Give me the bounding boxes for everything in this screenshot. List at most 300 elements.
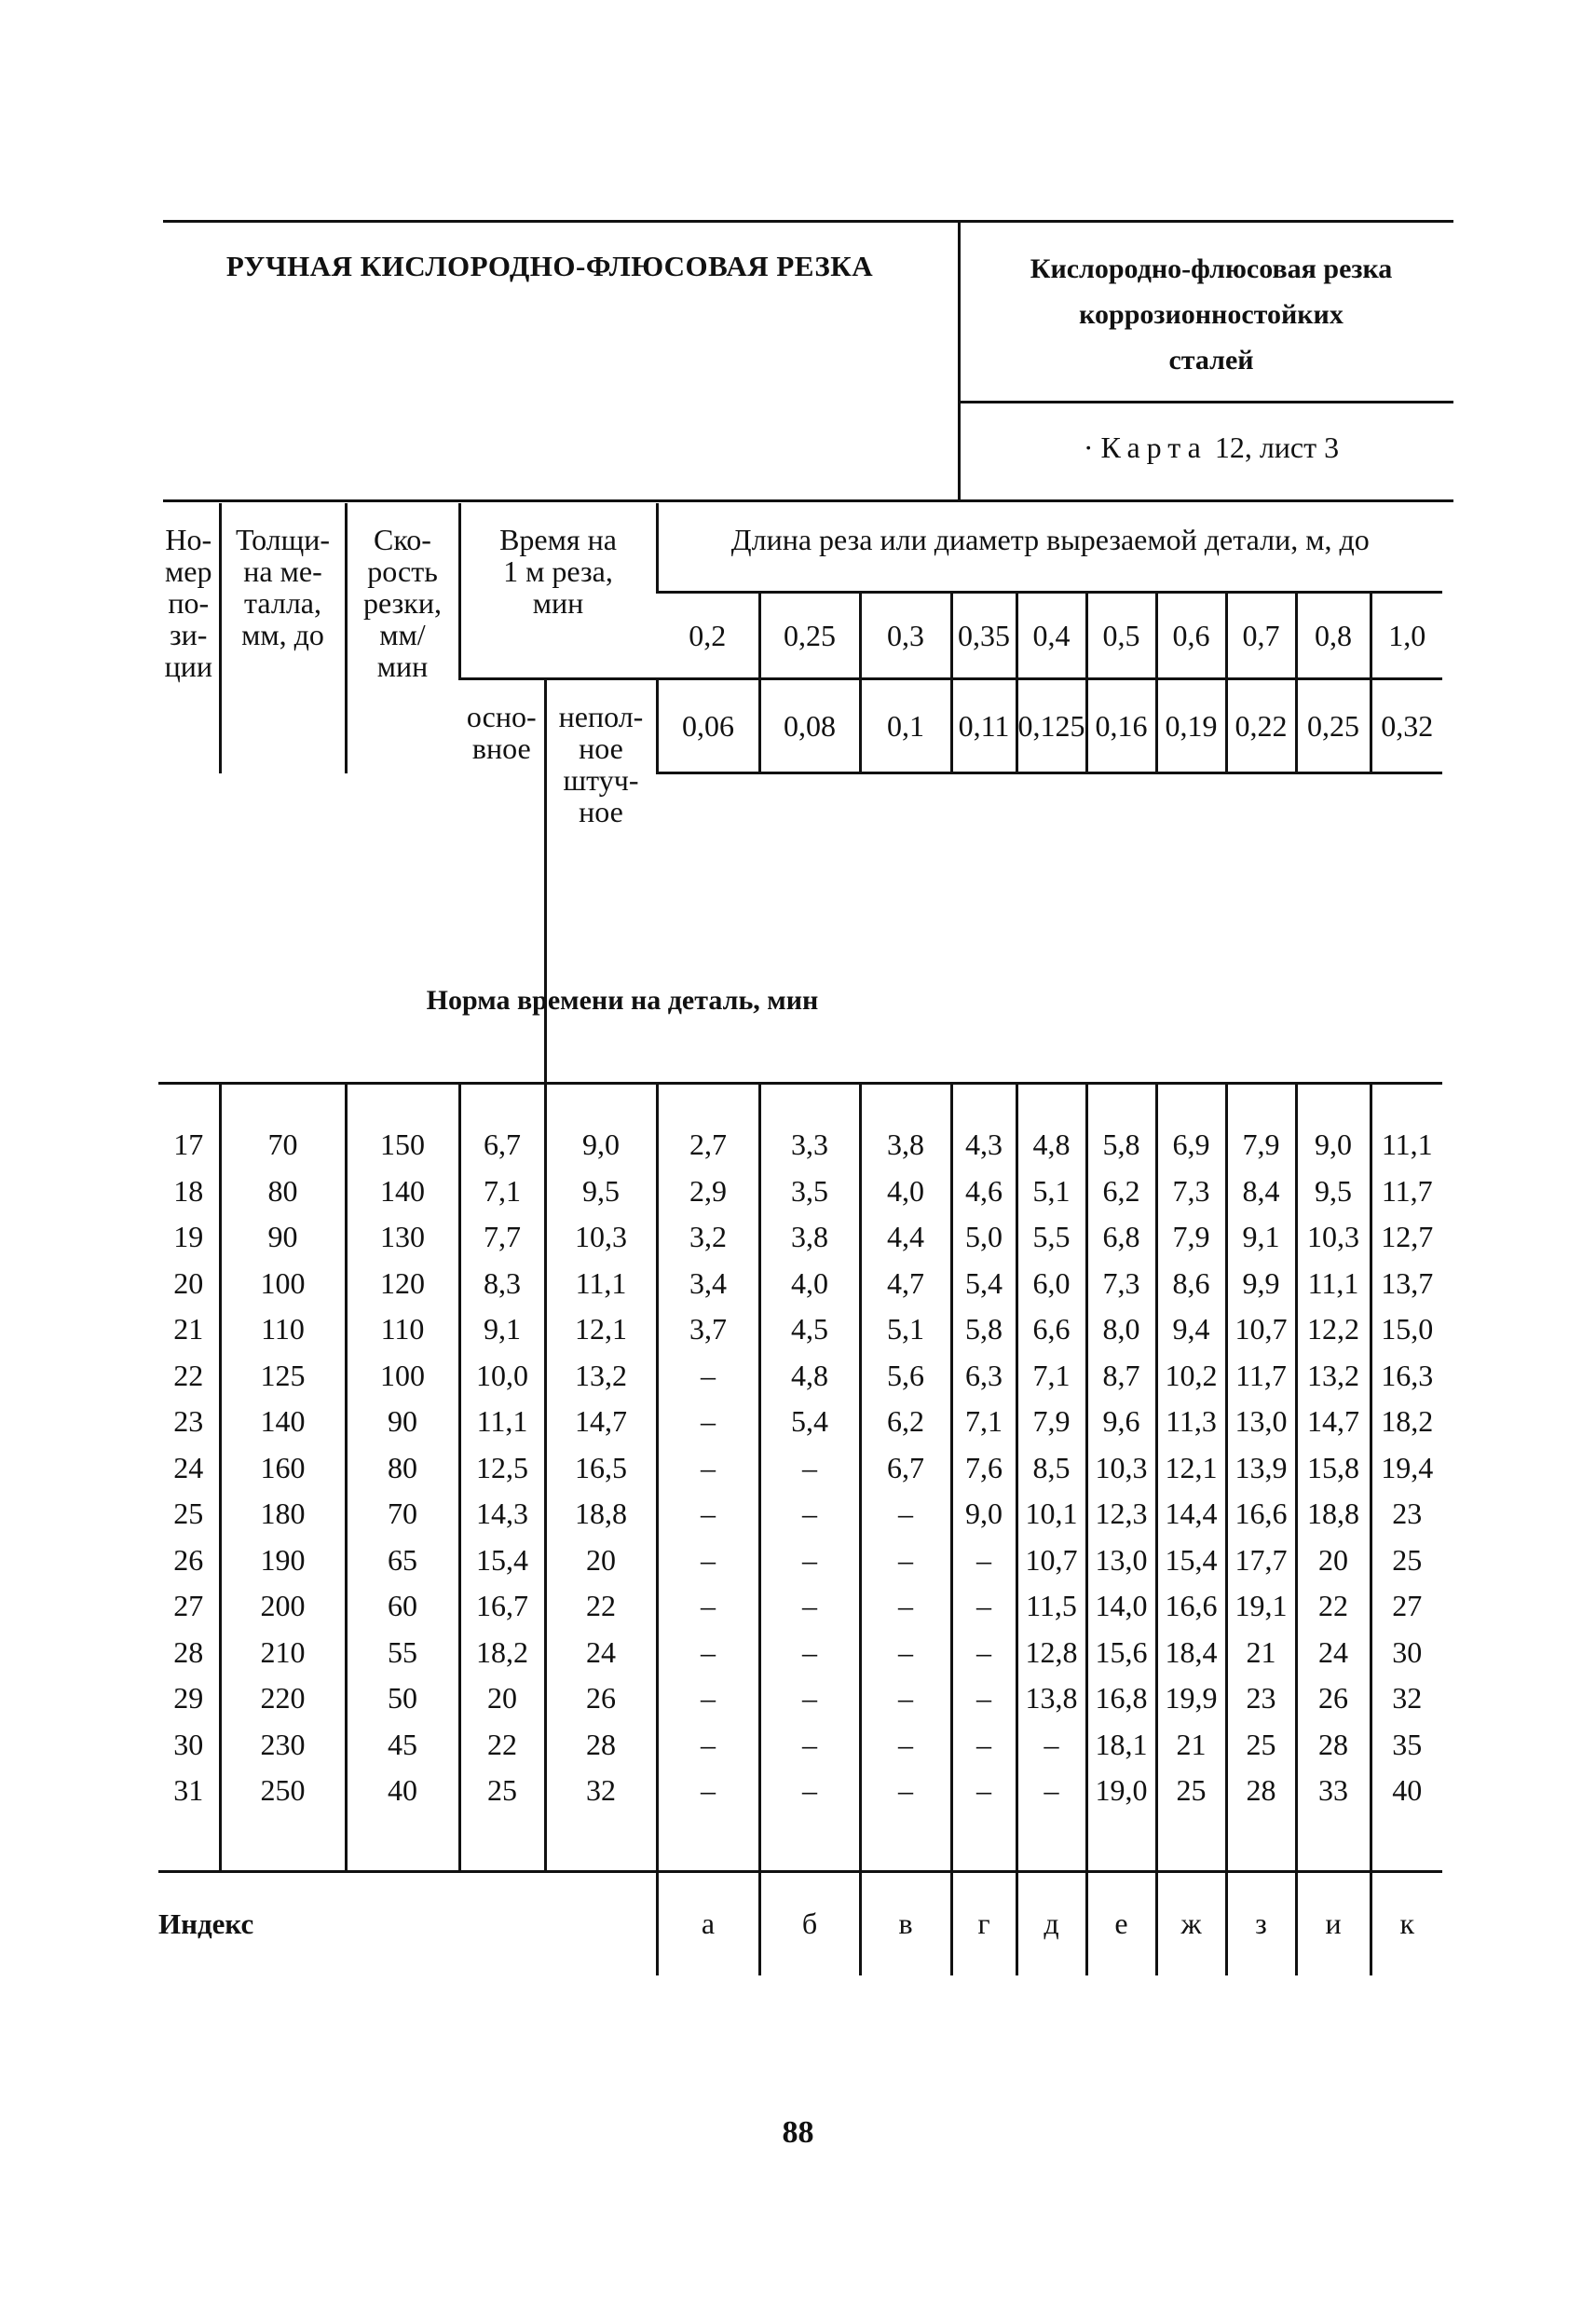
table-cell: 40	[1371, 1768, 1442, 1871]
table-cell: 27	[1371, 1583, 1442, 1630]
table-cell: 4,5	[759, 1306, 860, 1353]
table-cell: 7,9	[1016, 1399, 1086, 1445]
table-cell: 160	[220, 1445, 346, 1492]
table-cell: 30	[1371, 1630, 1442, 1676]
card-rule	[960, 401, 1453, 403]
table-cell: –	[759, 1768, 860, 1871]
header-line: Время на	[499, 523, 617, 556]
index-cell: е	[1086, 1871, 1156, 1975]
page-title: РУЧНАЯ КИСЛОРОДНО-ФЛЮСОВАЯ РЕЗКА	[225, 250, 874, 282]
table-cell: 3,5	[759, 1169, 860, 1215]
table-cell: 12,1	[545, 1306, 657, 1353]
table-cell: –	[657, 1445, 759, 1492]
table-cell: 220	[220, 1675, 346, 1722]
table-cell: 18,2	[459, 1630, 545, 1676]
table-cell: 4,6	[951, 1169, 1016, 1215]
table-cell: 18,4	[1156, 1630, 1226, 1676]
table-cell: 14,0	[1086, 1583, 1156, 1630]
table-cell: 14,4	[1156, 1491, 1226, 1538]
header-top-rule	[163, 220, 1453, 223]
table-cell: 31	[173, 1773, 204, 1807]
table-cell: 10,0	[459, 1353, 545, 1400]
table-cell: 50	[346, 1675, 459, 1722]
diameter-cell: 0,19	[1156, 679, 1226, 773]
table-cell: –	[860, 1675, 951, 1722]
table-cell: 6,9	[1156, 1084, 1226, 1169]
table-cell: 19	[173, 1220, 204, 1253]
table-cell: 9,5	[1296, 1169, 1371, 1215]
table-cell: 125	[220, 1353, 346, 1400]
table-row	[158, 1583, 1442, 1630]
table-cell: 16,5	[545, 1445, 657, 1492]
index-cell: ж	[1156, 1871, 1226, 1975]
table-cell: 28	[1296, 1722, 1371, 1769]
table-cell: 9,4	[1156, 1306, 1226, 1353]
table-cell: 10,3	[1296, 1214, 1371, 1261]
table-cell: 100	[220, 1261, 346, 1307]
table-cell: 19,9	[1156, 1675, 1226, 1722]
table-cell: 5,6	[860, 1353, 951, 1400]
norm-table	[158, 503, 1442, 1975]
table-row	[158, 1214, 1442, 1261]
index-cell: к	[1371, 1871, 1442, 1975]
index-cell: д	[1016, 1871, 1086, 1975]
table-cell: 120	[346, 1261, 459, 1307]
table-cell: 5,0	[951, 1214, 1016, 1261]
table-cell: 10,3	[545, 1214, 657, 1261]
table-cell: 3,8	[860, 1084, 951, 1169]
table-cell: –	[657, 1491, 759, 1538]
table-cell: 11,7	[1226, 1353, 1296, 1400]
table-cell: 5,1	[860, 1306, 951, 1353]
table-cell: 10,1	[1016, 1491, 1086, 1538]
table-cell: 26	[173, 1542, 204, 1577]
norm-title-row	[158, 773, 1442, 1083]
table-cell: 32	[1371, 1675, 1442, 1722]
table-cell: 20	[459, 1675, 545, 1722]
table-cell: 3,2	[657, 1214, 759, 1261]
card-number: 12, лист 3	[1214, 431, 1340, 464]
page-number: 88	[782, 2115, 814, 2150]
table-cell: 26	[1296, 1675, 1371, 1722]
table-cell: 3,8	[759, 1214, 860, 1261]
table-cell: 11,1	[545, 1261, 657, 1307]
table-cell: 11,5	[1016, 1583, 1086, 1630]
table-cell: 14,3	[459, 1491, 545, 1538]
table-cell: 4,3	[951, 1084, 1016, 1169]
table-cell: 25	[459, 1768, 545, 1871]
table-cell: 45	[346, 1722, 459, 1769]
table-cell: 190	[220, 1538, 346, 1584]
table-cell: 70	[346, 1491, 459, 1538]
header-line: талла,	[244, 586, 321, 620]
table-cell: 100	[346, 1353, 459, 1400]
table-cell: 65	[346, 1538, 459, 1584]
length-cell: 0,35	[951, 593, 1016, 679]
table-cell: 18,8	[545, 1491, 657, 1538]
table-cell: 180	[220, 1491, 346, 1538]
length-cell: 0,5	[1086, 593, 1156, 679]
index-cell: и	[1296, 1871, 1371, 1975]
table-cell: 13,2	[545, 1353, 657, 1400]
length-cell: 0,25	[759, 593, 860, 679]
table-row	[158, 1169, 1442, 1215]
table-cell: 7,1	[951, 1399, 1016, 1445]
table-row	[158, 1538, 1442, 1584]
table-cell: –	[657, 1630, 759, 1676]
table-cell: 8,5	[1016, 1445, 1086, 1492]
card-word: Карта	[1100, 431, 1207, 464]
table-cell: 13,8	[1016, 1675, 1086, 1722]
table-cell: 22	[459, 1722, 545, 1769]
table-cell: –	[951, 1538, 1016, 1584]
table-cell: 28	[173, 1634, 204, 1669]
table-cell: 5,8	[951, 1306, 1016, 1353]
table-cell: 6,7	[860, 1445, 951, 1492]
header-bottom-rule	[163, 499, 1453, 502]
length-cell: 0,8	[1296, 593, 1371, 679]
table-cell: –	[860, 1630, 951, 1676]
table-cell: 28	[1226, 1768, 1296, 1871]
index-body	[158, 1871, 1442, 1975]
table-cell: 3,4	[657, 1261, 759, 1307]
table-cell: 110	[220, 1306, 346, 1353]
table-cell: –	[759, 1445, 860, 1492]
data-body	[158, 1084, 1442, 1872]
table-cell: 4,0	[860, 1169, 951, 1215]
header-divider	[958, 220, 961, 501]
table-cell: 90	[346, 1399, 459, 1445]
table-cell: 13,0	[1226, 1399, 1296, 1445]
table-cell: 11,1	[1371, 1084, 1442, 1169]
col-time-header	[459, 503, 657, 679]
table-cell: 25	[173, 1497, 204, 1530]
table-cell: 18	[173, 1173, 204, 1208]
table-cell: 80	[346, 1445, 459, 1492]
table-cell: 5,8	[1086, 1084, 1156, 1169]
norm-table-wrapper	[158, 503, 1442, 1975]
table-cell: 7,3	[1086, 1261, 1156, 1307]
table-cell: –	[860, 1768, 951, 1871]
table-cell: 22	[1296, 1583, 1371, 1630]
table-cell: 18,2	[1371, 1399, 1442, 1445]
table-cell: 7,3	[1156, 1169, 1226, 1215]
table-cell: 17,7	[1226, 1538, 1296, 1584]
table-cell: 11,1	[1296, 1261, 1371, 1307]
table-cell: 4,8	[1016, 1084, 1086, 1169]
length-cell: 1,0	[1371, 593, 1442, 679]
table-cell: 13,9	[1226, 1445, 1296, 1492]
header-line: мер	[165, 554, 212, 588]
table-cell: –	[759, 1722, 860, 1769]
table-cell: 30	[173, 1727, 204, 1761]
table-cell: 25	[1156, 1768, 1226, 1871]
table-cell: 19,0	[1086, 1768, 1156, 1871]
table-cell: 15,4	[1156, 1538, 1226, 1584]
table-cell: 9,0	[545, 1084, 657, 1169]
table-cell: 6,6	[1016, 1306, 1086, 1353]
table-cell: 22	[545, 1583, 657, 1630]
header-line: зи-	[170, 618, 208, 651]
index-cell: в	[860, 1871, 951, 1975]
card-label	[969, 431, 1453, 465]
table-cell: 8,6	[1156, 1261, 1226, 1307]
table-cell: 5,5	[1016, 1214, 1086, 1261]
table-row	[158, 1768, 1442, 1871]
header-line: резки,	[363, 586, 442, 620]
subtitle-line: сталей	[1168, 345, 1254, 376]
diameter-cell: 0,22	[1226, 679, 1296, 773]
table-row	[158, 1491, 1442, 1538]
header-line: ное	[579, 795, 623, 828]
table-row	[158, 1306, 1442, 1353]
table-cell: 9,0	[951, 1491, 1016, 1538]
table-cell: –	[759, 1675, 860, 1722]
diameter-cell: 0,1	[860, 679, 951, 773]
table-cell: 12,7	[1371, 1214, 1442, 1261]
header-line: мм/	[379, 618, 426, 651]
table-cell: 16,6	[1226, 1491, 1296, 1538]
table-row	[158, 1084, 1442, 1169]
header-line: Ско-	[374, 523, 431, 556]
header-line: вное	[471, 731, 531, 765]
table-cell: 15,0	[1371, 1306, 1442, 1353]
header-line: мм, до	[241, 618, 324, 651]
table-cell: 6,2	[860, 1399, 951, 1445]
header-line: Но-	[165, 523, 212, 556]
table-cell: –	[860, 1491, 951, 1538]
table-row	[158, 1261, 1442, 1307]
table-cell: 110	[346, 1306, 459, 1353]
subtitle-line: коррозионностойких	[1079, 299, 1344, 330]
header-line: ное	[579, 731, 623, 765]
table-cell: 11,3	[1156, 1399, 1226, 1445]
diameter-cell: 0,16	[1086, 679, 1156, 773]
table-cell: –	[860, 1722, 951, 1769]
header-line: непол-	[558, 700, 644, 733]
diameter-cell: 0,08	[759, 679, 860, 773]
table-row	[158, 1399, 1442, 1445]
table-cell: 35	[1371, 1722, 1442, 1769]
table-cell: 12,1	[1156, 1445, 1226, 1492]
table-cell: 19,1	[1226, 1583, 1296, 1630]
table-cell: 230	[220, 1722, 346, 1769]
table-cell: –	[759, 1583, 860, 1630]
header-line: штуч-	[563, 763, 639, 797]
table-cell: 70	[220, 1084, 346, 1169]
table-cell: –	[951, 1675, 1016, 1722]
table-cell: 2,9	[657, 1169, 759, 1215]
col-number-header	[158, 503, 220, 773]
table-cell: –	[657, 1583, 759, 1630]
table-cell: 15,4	[459, 1538, 545, 1584]
table-cell: 5,4	[951, 1261, 1016, 1307]
length-title: Длина реза или диаметр вырезаемой детали, м, до	[657, 503, 1442, 593]
diameter-cell: 0,06	[657, 679, 759, 773]
index-label: Индекс	[158, 1871, 657, 1975]
table-cell: 12,3	[1086, 1491, 1156, 1538]
table-cell: 13,0	[1086, 1538, 1156, 1584]
table-cell: 4,0	[759, 1261, 860, 1307]
table-cell: 20	[173, 1265, 204, 1300]
length-cell: 0,3	[860, 593, 951, 679]
table-cell: 23	[1371, 1491, 1442, 1538]
table-cell: –	[759, 1630, 860, 1676]
diameter-cell: 0,11	[951, 679, 1016, 773]
table-cell: 21	[1226, 1630, 1296, 1676]
header-line: на ме-	[243, 554, 322, 588]
table-cell: 9,9	[1226, 1261, 1296, 1307]
index-row	[158, 1871, 1442, 1975]
table-cell: 40	[346, 1768, 459, 1871]
table-row	[158, 1675, 1442, 1722]
table-cell: –	[951, 1583, 1016, 1630]
table-cell: 7,1	[1016, 1353, 1086, 1400]
table-row	[158, 1353, 1442, 1400]
table-cell: 250	[220, 1768, 346, 1871]
table-cell: 18,1	[1086, 1722, 1156, 1769]
diameter-cell: 0,125	[1016, 679, 1086, 773]
table-cell: –	[860, 1583, 951, 1630]
header-line: осно-	[466, 700, 537, 733]
table-cell: 16,6	[1156, 1583, 1226, 1630]
bullet-mark: ·	[1083, 431, 1101, 464]
table-cell: 6,2	[1086, 1169, 1156, 1215]
table-cell: 7,9	[1226, 1084, 1296, 1169]
table-cell: 25	[1226, 1722, 1296, 1769]
table-cell: 32	[545, 1768, 657, 1871]
table-cell: 2,7	[657, 1084, 759, 1169]
index-cell: а	[657, 1871, 759, 1975]
header-line: мин	[376, 649, 429, 683]
table-cell: 55	[346, 1630, 459, 1676]
table-cell: –	[759, 1491, 860, 1538]
table-cell: 8,0	[1086, 1306, 1156, 1353]
table-cell: 8,4	[1226, 1169, 1296, 1215]
table-cell: 12,8	[1016, 1630, 1086, 1676]
table-cell: 15,6	[1086, 1630, 1156, 1676]
table-cell: 11,7	[1371, 1169, 1442, 1215]
table-cell: 7,9	[1156, 1214, 1226, 1261]
table-cell: 18,8	[1296, 1491, 1371, 1538]
table-cell: 6,7	[459, 1084, 545, 1169]
table-cell: –	[1016, 1768, 1086, 1871]
table-cell: –	[657, 1399, 759, 1445]
table-cell: –	[657, 1722, 759, 1769]
table-cell: 6,3	[951, 1353, 1016, 1400]
table-cell: 6,0	[1016, 1261, 1086, 1307]
table-cell: 130	[346, 1214, 459, 1261]
table-cell: 7,7	[459, 1214, 545, 1261]
table-cell: 5,1	[1016, 1169, 1086, 1215]
table-cell: 24	[173, 1450, 204, 1484]
index-cell: б	[759, 1871, 860, 1975]
table-cell: 24	[1296, 1630, 1371, 1676]
table-cell: 29	[173, 1681, 204, 1715]
table-cell: 12,2	[1296, 1306, 1371, 1353]
table-cell: 8,7	[1086, 1353, 1156, 1400]
table-cell: 27	[173, 1589, 204, 1622]
table-cell: 200	[220, 1583, 346, 1630]
table-cell: 3,7	[657, 1306, 759, 1353]
table-cell: 140	[346, 1169, 459, 1215]
table-cell: 6,8	[1086, 1214, 1156, 1261]
table-cell: 21	[173, 1312, 204, 1346]
table-cell: 16,3	[1371, 1353, 1442, 1400]
table-cell: 9,1	[459, 1306, 545, 1353]
table-cell: 10,7	[1226, 1306, 1296, 1353]
table-cell: 4,8	[759, 1353, 860, 1400]
table-cell: 26	[545, 1675, 657, 1722]
table-cell: 90	[220, 1214, 346, 1261]
table-cell: 10,7	[1016, 1538, 1086, 1584]
table-cell: 8,3	[459, 1261, 545, 1307]
table-cell: –	[657, 1353, 759, 1400]
col-speed-header	[346, 503, 459, 773]
table-cell: 10,2	[1156, 1353, 1226, 1400]
table-cell: 10,3	[1086, 1445, 1156, 1492]
table-cell: 16,8	[1086, 1675, 1156, 1722]
table-cell: 21	[1156, 1722, 1226, 1769]
table-cell: 28	[545, 1722, 657, 1769]
table-cell: 23	[173, 1404, 204, 1438]
table-cell: 19,4	[1371, 1445, 1442, 1492]
table-cell: 11,1	[459, 1399, 545, 1445]
table-cell: 17	[173, 1128, 204, 1161]
header-line: рость	[367, 554, 438, 588]
subtitle-line: Кислородно-флюсовая резка	[1030, 253, 1393, 284]
table-cell: 5,4	[759, 1399, 860, 1445]
table-cell: 9,1	[1226, 1214, 1296, 1261]
table-cell: 3,3	[759, 1084, 860, 1169]
table-cell: 24	[545, 1630, 657, 1676]
table-cell: –	[657, 1675, 759, 1722]
table-cell: 7,1	[459, 1169, 545, 1215]
header-line: 1 м реза,	[503, 554, 613, 588]
table-cell: 140	[220, 1399, 346, 1445]
index-cell: г	[951, 1871, 1016, 1975]
length-cell: 0,4	[1016, 593, 1086, 679]
table-cell: 13,2	[1296, 1353, 1371, 1400]
table-cell: –	[951, 1630, 1016, 1676]
table-cell: 12,5	[459, 1445, 545, 1492]
table-cell: 23	[1226, 1675, 1296, 1722]
norm-time-title: Норма времени на деталь, мин	[426, 985, 819, 1016]
length-cell: 0,6	[1156, 593, 1226, 679]
table-cell: –	[951, 1768, 1016, 1871]
diameter-cell: 0,32	[1371, 679, 1442, 773]
table-cell: 20	[545, 1538, 657, 1584]
table-cell: 80	[220, 1169, 346, 1215]
col-thickness-header	[220, 503, 346, 773]
header-line: по-	[168, 586, 210, 620]
table-cell: 25	[1371, 1538, 1442, 1584]
table-cell: 7,6	[951, 1445, 1016, 1492]
table-cell: 15,8	[1296, 1445, 1371, 1492]
table-cell: 60	[346, 1583, 459, 1630]
table-cell: 16,7	[459, 1583, 545, 1630]
table-cell: 14,7	[545, 1399, 657, 1445]
table-cell: –	[951, 1722, 1016, 1769]
table-cell: 4,4	[860, 1214, 951, 1261]
diameter-cell: 0,25	[1296, 679, 1371, 773]
table-cell: –	[657, 1538, 759, 1584]
header-line: мин	[532, 586, 584, 620]
table-cell: 150	[346, 1084, 459, 1169]
length-cell: 0,2	[657, 593, 759, 679]
table-cell: 9,5	[545, 1169, 657, 1215]
table-cell: –	[1016, 1722, 1086, 1769]
